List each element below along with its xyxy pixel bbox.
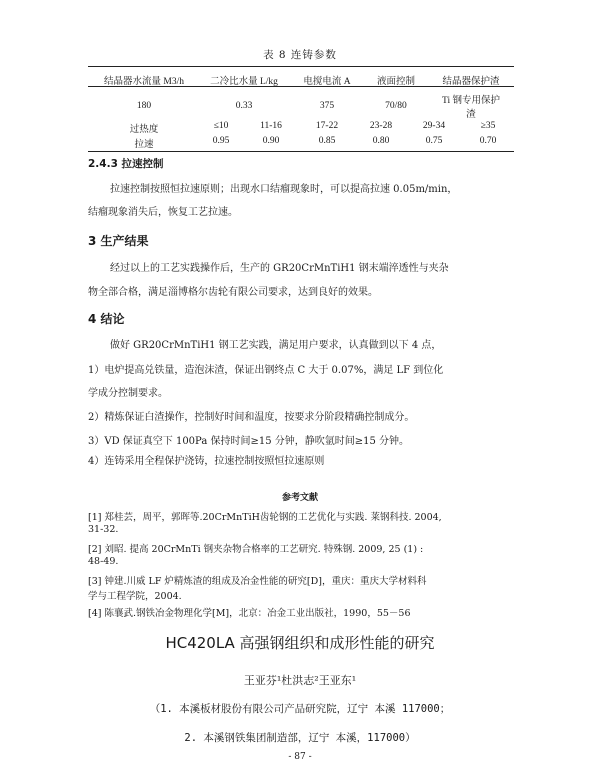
list-item: 4）连铸采用全程保护浇铸，拉速控制按照恒拉速原则 xyxy=(88,456,325,467)
table-header-cell: 液面控制 xyxy=(376,77,415,87)
list-item: 3）VD 保证真空下 100Pa 保持时间≥15 分钟，静吹氩时间≥15 分钟。 xyxy=(88,436,410,447)
table-title: 表 8 连铸参数 xyxy=(263,49,337,61)
table-cell: 0.85 xyxy=(318,136,336,146)
article-authors: 王亚芬¹杜洪志²王亚东¹ xyxy=(243,674,357,687)
table-cell: 0.70 xyxy=(479,136,497,146)
table-row-label: 拉速 xyxy=(134,140,154,150)
references-title: 参考文献 xyxy=(281,493,318,503)
table-header-cell: 结晶器水流量 M3/h xyxy=(104,77,184,87)
reference-item: 48-49. xyxy=(88,556,119,567)
table-header-cell: 电搅电流 A xyxy=(303,77,351,87)
section-heading: 3 生产结果 xyxy=(88,234,149,248)
table-header-rule xyxy=(88,86,514,87)
reference-item: [2] 刘昭. 提高 20CrMnTi 钢夹杂物合格率的工艺研究. 特殊钢. 2009, 25 (1) : xyxy=(88,544,424,555)
reference-item: [3] 钟建.川威 LF 炉精炼渣的组成及冶金性能的研究[D]，重庆：重庆大学材料科 xyxy=(88,576,427,587)
table-cell: 0.80 xyxy=(372,136,390,146)
section-heading: 2.4.3 拉速控制 xyxy=(88,158,164,170)
table-cell: 11-16 xyxy=(260,121,282,131)
table-cell: 0.95 xyxy=(212,136,230,146)
table-top-rule xyxy=(88,66,514,67)
table-cell: 70/80 xyxy=(385,101,407,111)
table-cell: 17-22 xyxy=(315,121,339,131)
paragraph-line: 拉速控制按照恒拉速原则；出现水口结瘤现象时，可以提高拉速 0.05m/min， xyxy=(110,184,458,195)
reference-item: [1] 郑桂芸，周平，郭晖等.20CrMnTiH齿轮钢的工艺优化与实践. 莱钢科技. 2004, xyxy=(88,512,442,523)
reference-item: 31-32. xyxy=(88,524,119,535)
table-cell: 渣 xyxy=(466,110,476,120)
page-number: - 87 - xyxy=(288,752,312,762)
affiliation-line: 2. 本溪钢铁集团制造部，辽宁 本溪，117000） xyxy=(184,732,416,744)
paragraph-line: 做好 GR20CrMnTiH1 钢工艺实践，满足用户要求，认真做到以下 4 点， xyxy=(110,340,442,351)
reference-item: 学与工程学院，2004. xyxy=(88,591,182,602)
paragraph-line: 物全部合格，满足淄博格尔齿轮有限公司要求，达到良好的效果。 xyxy=(88,287,378,298)
affiliation-line: （1. 本溪板材股份有限公司产品研究院，辽宁 本溪 117000； xyxy=(149,703,451,715)
list-item: 学成分控制要求。 xyxy=(88,388,168,399)
table-cell: 180 xyxy=(136,101,152,111)
table-cell: ≤10 xyxy=(213,121,229,131)
table-row-label: 过热度 xyxy=(129,125,159,135)
paragraph-line: 经过以上的工艺实践操作后，生产的 GR20CrMnTiH1 钢末端淬透性与夹杂 xyxy=(110,263,449,274)
article-title: HC420LA 高强钢组织和成形性能的研究 xyxy=(165,634,435,652)
section-heading: 4 结论 xyxy=(88,312,125,326)
reference-item: [4] 陈襄武.钢铁冶金物理化学[M]，北京：冶金工业出版社，1990，55－56 xyxy=(88,608,411,619)
table-header-cell: 结晶器保护渣 xyxy=(442,77,500,87)
table-cell: Ti 钢专用保护 xyxy=(442,96,500,106)
paragraph-line: 结瘤现象消失后，恢复工艺拉速。 xyxy=(88,207,238,218)
table-header-cell: 二冷比水量 L/kg xyxy=(210,77,278,87)
table-bottom-rule xyxy=(88,151,514,152)
table-cell: 0.33 xyxy=(235,101,253,111)
table-cell: ≥35 xyxy=(480,121,496,131)
table-cell: 23-28 xyxy=(369,121,393,131)
table-cell: 0.90 xyxy=(262,136,280,146)
table-cell: 375 xyxy=(319,101,335,111)
table-cell: 29-34 xyxy=(422,121,446,131)
table-cell: 0.75 xyxy=(425,136,443,146)
list-item: 1）电炉提高兑铁量，造泡沫渣，保证出钢终点 C 大于 0.07%，满足 LF 到位化 xyxy=(88,365,444,376)
list-item: 2）精炼保证白渣操作，控制好时间和温度，按要求分阶段精确控制成分。 xyxy=(88,412,415,423)
